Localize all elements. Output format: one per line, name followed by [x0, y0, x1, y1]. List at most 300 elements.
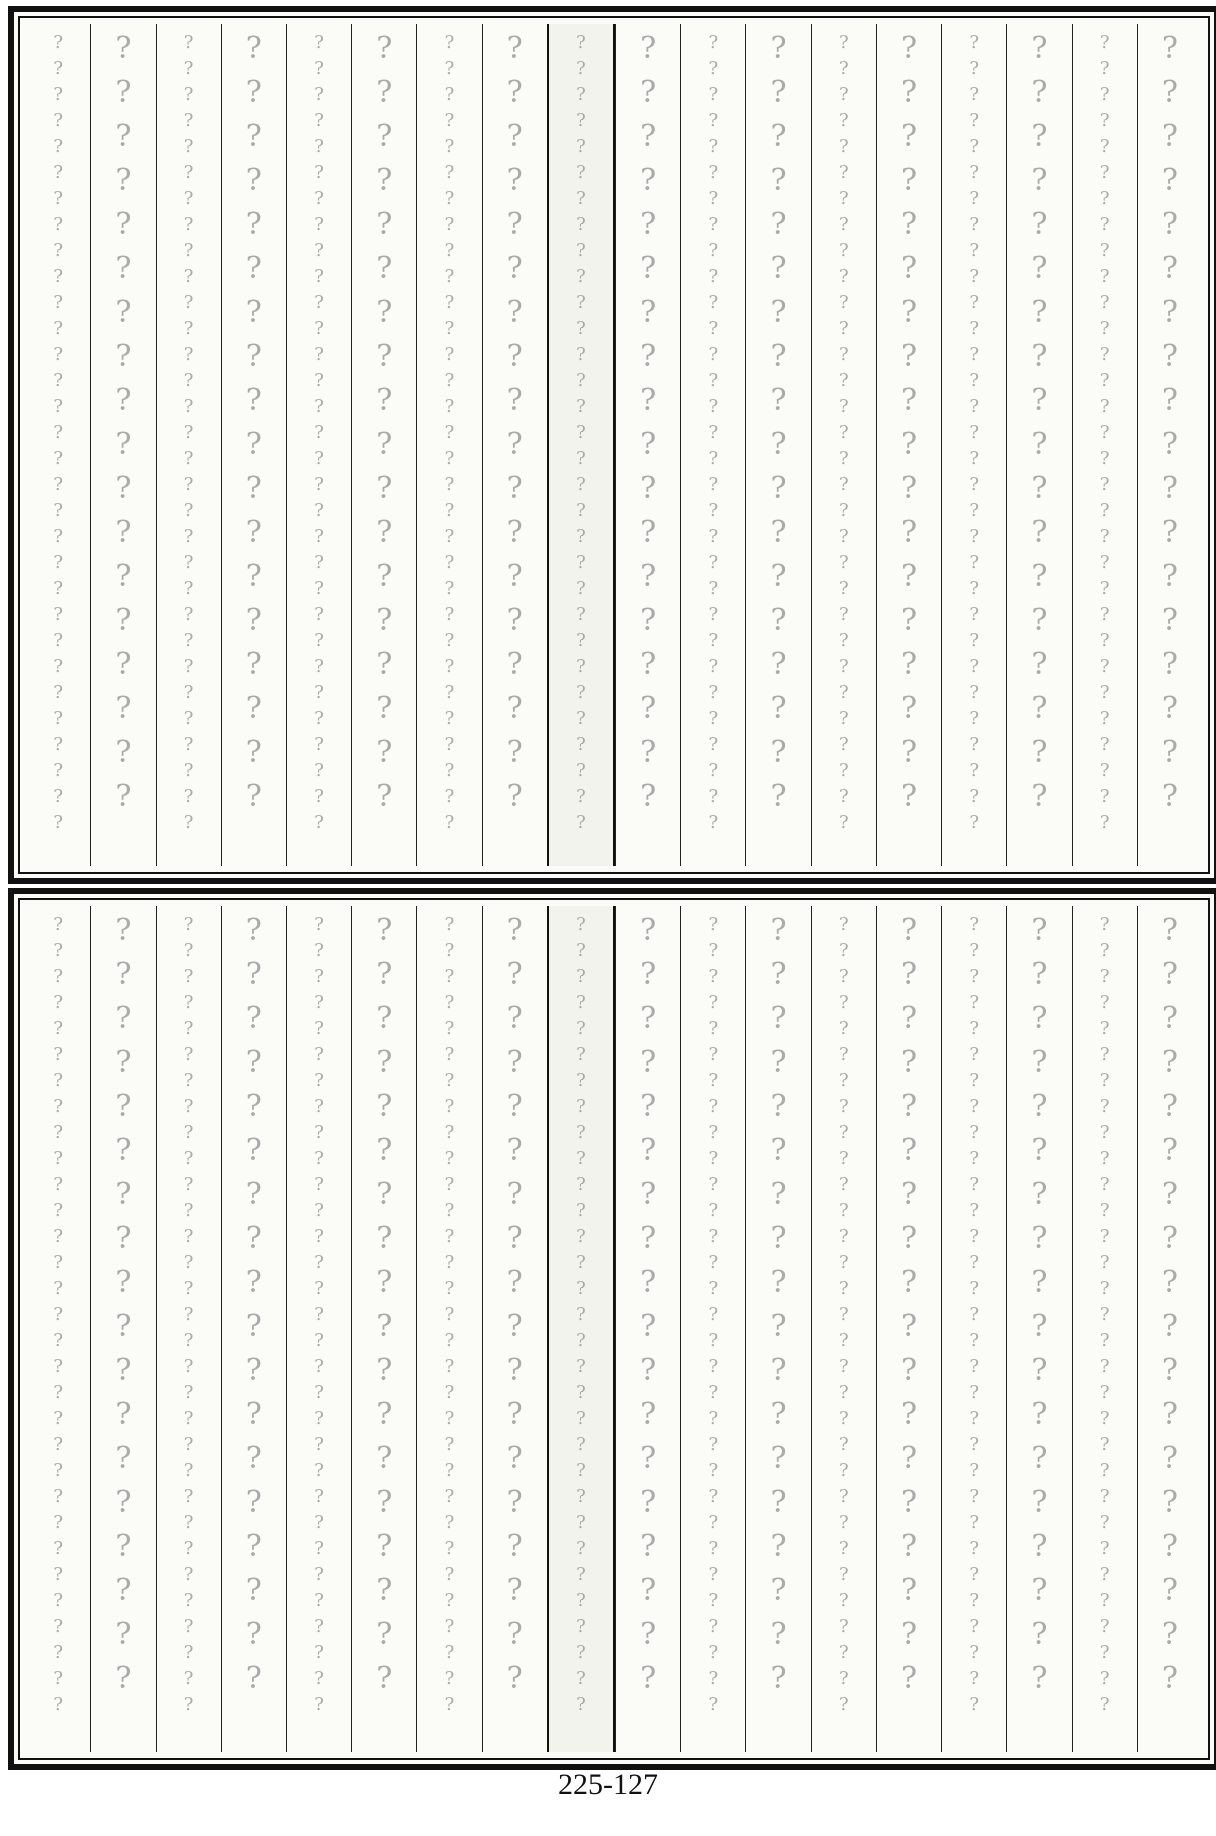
glyph-placeholder: ?: [314, 1200, 324, 1221]
glyph-placeholder: ?: [969, 292, 980, 313]
glyph-placeholder: ?: [506, 603, 523, 638]
glyph-placeholder: ?: [770, 251, 787, 286]
glyph-placeholder: ?: [444, 266, 455, 287]
glyph-placeholder: ?: [838, 292, 849, 313]
glyph-placeholder: ?: [969, 214, 980, 235]
glyph-placeholder: ?: [900, 1617, 918, 1652]
glyph-placeholder: ?: [314, 578, 324, 599]
glyph-placeholder: ?: [576, 1486, 586, 1507]
glyph-placeholder: ?: [969, 1174, 980, 1195]
glyph-placeholder: ?: [900, 1661, 918, 1696]
glyph-placeholder: ?: [1099, 396, 1110, 417]
text-column: [351, 24, 416, 866]
glyph-placeholder: ?: [708, 578, 719, 599]
glyph-placeholder: ?: [444, 396, 455, 417]
glyph-placeholder: ?: [53, 474, 63, 495]
glyph-placeholder: ?: [838, 136, 849, 157]
glyph-placeholder: ?: [245, 957, 262, 992]
glyph-placeholder: ?: [115, 339, 132, 374]
glyph-placeholder: ?: [1161, 603, 1178, 638]
glyph-placeholder: ?: [506, 383, 523, 418]
glyph-placeholder: ?: [838, 914, 849, 935]
glyph-placeholder: ?: [576, 1668, 586, 1689]
glyph-placeholder: ?: [314, 1434, 324, 1455]
glyph-placeholder: ?: [314, 1512, 324, 1533]
glyph-placeholder: ?: [576, 1018, 586, 1039]
glyph-placeholder: ?: [576, 1460, 586, 1481]
glyph-placeholder: ?: [444, 422, 455, 443]
glyph-placeholder: ?: [115, 559, 132, 594]
glyph-placeholder: ?: [969, 1486, 980, 1507]
text-column: [221, 24, 286, 866]
glyph-placeholder: ?: [53, 1226, 63, 1247]
glyph-placeholder: ?: [314, 240, 324, 261]
glyph-placeholder: ?: [1099, 32, 1110, 53]
glyph-placeholder: ?: [969, 734, 980, 755]
glyph-placeholder: ?: [444, 1512, 455, 1533]
glyph-placeholder: ?: [506, 1133, 523, 1168]
text-column: [680, 24, 745, 866]
glyph-placeholder: ?: [376, 647, 393, 682]
glyph-placeholder: ?: [314, 760, 324, 781]
glyph-placeholder: ?: [183, 344, 194, 365]
glyph-placeholder: ?: [708, 344, 719, 365]
glyph-placeholder: ?: [53, 1330, 63, 1351]
glyph-placeholder: ?: [115, 427, 132, 462]
glyph-placeholder: ?: [969, 1122, 980, 1143]
glyph-placeholder: ?: [53, 1044, 63, 1065]
glyph-placeholder: ?: [506, 559, 523, 594]
text-column: [745, 24, 810, 866]
glyph-placeholder: ?: [183, 1304, 194, 1325]
glyph-placeholder: ?: [1161, 251, 1178, 286]
glyph-placeholder: ?: [900, 1529, 918, 1564]
glyph-placeholder: ?: [838, 1408, 849, 1429]
glyph-placeholder: ?: [1161, 559, 1178, 594]
glyph-placeholder: ?: [708, 500, 719, 521]
glyph-placeholder: ?: [900, 1397, 918, 1432]
glyph-placeholder: ?: [183, 422, 194, 443]
glyph-placeholder: ?: [376, 1265, 393, 1300]
glyph-placeholder: ?: [1099, 1122, 1110, 1143]
glyph-placeholder: ?: [53, 734, 63, 755]
glyph-placeholder: ?: [640, 1133, 657, 1168]
glyph-placeholder: ?: [506, 1089, 523, 1124]
text-column: [90, 906, 155, 1752]
glyph-placeholder: ?: [53, 1538, 63, 1559]
glyph-placeholder: ?: [376, 295, 393, 330]
glyph-placeholder: ?: [444, 1408, 455, 1429]
glyph-placeholder: ?: [314, 708, 324, 729]
glyph-placeholder: ?: [444, 1590, 455, 1611]
glyph-placeholder: ?: [1161, 339, 1178, 374]
glyph-placeholder: ?: [376, 559, 393, 594]
glyph-placeholder: ?: [969, 500, 980, 521]
glyph-placeholder: ?: [969, 992, 980, 1013]
glyph-placeholder: ?: [708, 1070, 719, 1091]
glyph-placeholder: ?: [576, 552, 586, 573]
text-column: [416, 24, 481, 866]
glyph-placeholder: ?: [838, 110, 849, 131]
glyph-placeholder: ?: [506, 163, 523, 198]
glyph-placeholder: ?: [1099, 344, 1110, 365]
glyph-placeholder: ?: [1031, 119, 1048, 154]
glyph-placeholder: ?: [1031, 735, 1048, 770]
glyph-placeholder: ?: [376, 913, 393, 948]
glyph-placeholder: ?: [708, 1148, 719, 1169]
glyph-placeholder: ?: [708, 422, 719, 443]
glyph-placeholder: ?: [183, 1226, 194, 1247]
glyph-placeholder: ?: [115, 1221, 132, 1256]
glyph-placeholder: ?: [1031, 1265, 1048, 1300]
glyph-placeholder: ?: [969, 266, 980, 287]
glyph-placeholder: ?: [314, 1694, 324, 1715]
glyph-placeholder: ?: [969, 656, 980, 677]
glyph-placeholder: ?: [838, 992, 849, 1013]
glyph-placeholder: ?: [900, 1573, 918, 1608]
glyph-placeholder: ?: [900, 1133, 918, 1168]
glyph-placeholder: ?: [53, 604, 63, 625]
glyph-placeholder: ?: [1031, 1309, 1048, 1344]
glyph-placeholder: ?: [576, 812, 586, 833]
glyph-placeholder: ?: [708, 1460, 719, 1481]
glyph-placeholder: ?: [444, 1538, 455, 1559]
glyph-placeholder: ?: [53, 266, 63, 287]
glyph-placeholder: ?: [900, 119, 918, 154]
glyph-placeholder: ?: [53, 162, 63, 183]
glyph-placeholder: ?: [444, 1200, 455, 1221]
glyph-placeholder: ?: [314, 1278, 324, 1299]
glyph-placeholder: ?: [1099, 1538, 1110, 1559]
glyph-placeholder: ?: [1099, 1512, 1110, 1533]
glyph-placeholder: ?: [1099, 1148, 1110, 1169]
text-column: [26, 24, 90, 866]
glyph-placeholder: ?: [183, 1356, 194, 1377]
glyph-placeholder: ?: [506, 1309, 523, 1344]
glyph-placeholder: ?: [708, 1200, 719, 1221]
glyph-placeholder: ?: [1099, 552, 1110, 573]
glyph-placeholder: ?: [376, 427, 393, 462]
glyph-placeholder: ?: [115, 647, 132, 682]
glyph-placeholder: ?: [444, 1018, 455, 1039]
glyph-placeholder: ?: [576, 58, 586, 79]
glyph-placeholder: ?: [1099, 58, 1110, 79]
glyph-placeholder: ?: [314, 396, 324, 417]
glyph-placeholder: ?: [183, 1486, 194, 1507]
text-column: [811, 906, 876, 1752]
glyph-placeholder: ?: [838, 500, 849, 521]
glyph-placeholder: ?: [708, 1668, 719, 1689]
glyph-placeholder: ?: [838, 1616, 849, 1637]
glyph-placeholder: ?: [576, 1278, 586, 1299]
glyph-placeholder: ?: [314, 58, 324, 79]
glyph-placeholder: ?: [506, 735, 523, 770]
glyph-placeholder: ?: [53, 370, 63, 391]
glyph-placeholder: ?: [245, 1045, 262, 1080]
glyph-placeholder: ?: [576, 1538, 586, 1559]
glyph-placeholder: ?: [838, 1460, 849, 1481]
glyph-placeholder: ?: [183, 1642, 194, 1663]
glyph-placeholder: ?: [838, 1512, 849, 1533]
glyph-placeholder: ?: [969, 786, 980, 807]
glyph-placeholder: ?: [1161, 913, 1178, 948]
glyph-placeholder: ?: [838, 630, 849, 651]
glyph-placeholder: ?: [506, 471, 523, 506]
glyph-placeholder: ?: [115, 913, 132, 948]
glyph-placeholder: ?: [1031, 207, 1048, 242]
glyph-placeholder: ?: [444, 292, 455, 313]
glyph-placeholder: ?: [376, 1573, 393, 1608]
glyph-placeholder: ?: [576, 422, 586, 443]
glyph-placeholder: ?: [770, 163, 787, 198]
glyph-placeholder: ?: [1099, 1304, 1110, 1325]
glyph-placeholder: ?: [53, 1122, 63, 1143]
glyph-placeholder: ?: [770, 1485, 787, 1520]
glyph-placeholder: ?: [969, 1382, 980, 1403]
glyph-placeholder: ?: [314, 1590, 324, 1611]
glyph-placeholder: ?: [576, 992, 586, 1013]
glyph-placeholder: ?: [770, 603, 787, 638]
glyph-placeholder: ?: [245, 163, 262, 198]
glyph-placeholder: ?: [576, 1252, 586, 1273]
glyph-placeholder: ?: [1099, 1226, 1110, 1247]
glyph-placeholder: ?: [183, 630, 194, 651]
glyph-placeholder: ?: [1099, 1460, 1110, 1481]
glyph-placeholder: ?: [969, 162, 980, 183]
glyph-placeholder: ?: [444, 474, 455, 495]
glyph-placeholder: ?: [444, 1070, 455, 1091]
glyph-placeholder: ?: [506, 691, 523, 726]
text-column: [286, 24, 351, 866]
glyph-placeholder: ?: [969, 1252, 980, 1273]
glyph-placeholder: ?: [838, 1356, 849, 1377]
glyph-placeholder: ?: [838, 1278, 849, 1299]
glyph-placeholder: ?: [183, 58, 194, 79]
glyph-placeholder: ?: [53, 966, 63, 987]
glyph-placeholder: ?: [770, 735, 787, 770]
glyph-placeholder: ?: [838, 734, 849, 755]
glyph-placeholder: ?: [444, 1278, 455, 1299]
text-column: [941, 24, 1006, 866]
glyph-placeholder: ?: [708, 604, 719, 625]
glyph-placeholder: ?: [838, 344, 849, 365]
glyph-placeholder: ?: [506, 251, 523, 286]
glyph-placeholder: ?: [183, 1460, 194, 1481]
glyph-placeholder: ?: [115, 957, 132, 992]
glyph-placeholder: ?: [838, 1096, 849, 1117]
glyph-placeholder: ?: [1031, 691, 1048, 726]
glyph-placeholder: ?: [1031, 427, 1048, 462]
glyph-placeholder: ?: [838, 966, 849, 987]
glyph-placeholder: ?: [838, 1304, 849, 1325]
glyph-placeholder: ?: [838, 1252, 849, 1273]
glyph-placeholder: ?: [183, 110, 194, 131]
glyph-placeholder: ?: [1031, 1001, 1048, 1036]
glyph-placeholder: ?: [183, 940, 194, 961]
glyph-placeholder: ?: [838, 708, 849, 729]
glyph-placeholder: ?: [444, 914, 455, 935]
glyph-placeholder: ?: [770, 1133, 787, 1168]
glyph-placeholder: ?: [900, 207, 918, 242]
text-column: [286, 906, 351, 1752]
glyph-placeholder: ?: [640, 603, 657, 638]
glyph-placeholder: ?: [1099, 682, 1110, 703]
glyph-placeholder: ?: [1031, 251, 1048, 286]
glyph-placeholder: ?: [314, 214, 324, 235]
glyph-placeholder: ?: [444, 966, 455, 987]
glyph-placeholder: ?: [314, 1460, 324, 1481]
glyph-placeholder: ?: [900, 1221, 918, 1256]
glyph-placeholder: ?: [506, 1001, 523, 1036]
glyph-placeholder: ?: [1161, 207, 1178, 242]
glyph-placeholder: ?: [576, 448, 586, 469]
glyph-placeholder: ?: [115, 207, 132, 242]
glyph-placeholder: ?: [444, 370, 455, 391]
glyph-placeholder: ?: [770, 383, 787, 418]
glyph-placeholder: ?: [183, 500, 194, 521]
glyph-placeholder: ?: [376, 119, 393, 154]
glyph-placeholder: ?: [183, 1122, 194, 1143]
glyph-placeholder: ?: [640, 1441, 657, 1476]
text-column: [1137, 906, 1202, 1752]
glyph-placeholder: ?: [1099, 1590, 1110, 1611]
glyph-placeholder: ?: [444, 1174, 455, 1195]
glyph-placeholder: ?: [1161, 119, 1178, 154]
glyph-placeholder: ?: [444, 1616, 455, 1637]
glyph-placeholder: ?: [115, 735, 132, 770]
glyph-placeholder: ?: [708, 1434, 719, 1455]
glyph-placeholder: ?: [969, 1148, 980, 1169]
glyph-placeholder: ?: [708, 1096, 719, 1117]
glyph-placeholder: ?: [640, 75, 657, 110]
glyph-placeholder: ?: [708, 1278, 719, 1299]
glyph-placeholder: ?: [1099, 786, 1110, 807]
glyph-placeholder: ?: [900, 1485, 918, 1520]
glyph-placeholder: ?: [838, 1590, 849, 1611]
glyph-placeholder: ?: [708, 136, 719, 157]
glyph-placeholder: ?: [770, 1309, 787, 1344]
glyph-placeholder: ?: [969, 1096, 980, 1117]
glyph-placeholder: ?: [115, 471, 132, 506]
glyph-placeholder: ?: [183, 474, 194, 495]
glyph-placeholder: ?: [1031, 1089, 1048, 1124]
glyph-placeholder: ?: [708, 1356, 719, 1377]
glyph-placeholder: ?: [506, 957, 523, 992]
glyph-placeholder: ?: [1031, 339, 1048, 374]
glyph-placeholder: ?: [314, 1486, 324, 1507]
glyph-placeholder: ?: [1161, 427, 1178, 462]
glyph-placeholder: ?: [314, 630, 324, 651]
glyph-placeholder: ?: [53, 1616, 63, 1637]
glyph-placeholder: ?: [1161, 515, 1178, 550]
glyph-placeholder: ?: [1031, 957, 1048, 992]
glyph-placeholder: ?: [576, 914, 586, 935]
glyph-placeholder: ?: [770, 471, 787, 506]
glyph-placeholder: ?: [444, 708, 455, 729]
glyph-placeholder: ?: [245, 603, 262, 638]
glyph-placeholder: ?: [53, 1252, 63, 1273]
glyph-placeholder: ?: [1099, 422, 1110, 443]
glyph-placeholder: ?: [708, 110, 719, 131]
glyph-placeholder: ?: [576, 370, 586, 391]
glyph-placeholder: ?: [376, 251, 393, 286]
glyph-placeholder: ?: [576, 578, 586, 599]
glyph-placeholder: ?: [576, 526, 586, 547]
glyph-placeholder: ?: [640, 251, 657, 286]
glyph-placeholder: ?: [1099, 84, 1110, 105]
glyph-placeholder: ?: [1161, 957, 1178, 992]
glyph-placeholder: ?: [314, 1330, 324, 1351]
glyph-placeholder: ?: [376, 957, 393, 992]
glyph-placeholder: ?: [969, 630, 980, 651]
glyph-placeholder: ?: [576, 1200, 586, 1221]
glyph-placeholder: ?: [444, 604, 455, 625]
glyph-placeholder: ?: [314, 188, 324, 209]
glyph-placeholder: ?: [444, 136, 455, 157]
glyph-placeholder: ?: [183, 578, 194, 599]
glyph-placeholder: ?: [314, 474, 324, 495]
glyph-placeholder: ?: [969, 1694, 980, 1715]
glyph-placeholder: ?: [770, 1221, 787, 1256]
glyph-placeholder: ?: [115, 1133, 132, 1168]
glyph-placeholder: ?: [770, 75, 787, 110]
glyph-placeholder: ?: [444, 992, 455, 1013]
glyph-placeholder: ?: [838, 188, 849, 209]
glyph-placeholder: ?: [969, 474, 980, 495]
glyph-placeholder: ?: [1031, 1485, 1048, 1520]
glyph-placeholder: ?: [183, 1252, 194, 1273]
glyph-placeholder: ?: [314, 1252, 324, 1273]
glyph-placeholder: ?: [708, 1694, 719, 1715]
text-column: [615, 906, 680, 1752]
glyph-placeholder: ?: [1161, 163, 1178, 198]
glyph-placeholder: ?: [640, 1353, 657, 1388]
glyph-placeholder: ?: [969, 1070, 980, 1091]
glyph-placeholder: ?: [314, 1174, 324, 1195]
glyph-placeholder: ?: [53, 1434, 63, 1455]
glyph-placeholder: ?: [576, 318, 586, 339]
glyph-placeholder: ?: [1161, 1353, 1178, 1388]
glyph-placeholder: ?: [53, 940, 63, 961]
glyph-placeholder: ?: [1099, 318, 1110, 339]
glyph-placeholder: ?: [245, 1177, 262, 1212]
glyph-placeholder: ?: [183, 266, 194, 287]
glyph-placeholder: ?: [900, 647, 918, 682]
glyph-placeholder: ?: [969, 682, 980, 703]
glyph-placeholder: ?: [314, 1018, 324, 1039]
glyph-placeholder: ?: [1031, 295, 1048, 330]
glyph-placeholder: ?: [115, 1265, 132, 1300]
glyph-placeholder: ?: [969, 1304, 980, 1325]
glyph-placeholder: ?: [245, 1529, 262, 1564]
glyph-placeholder: ?: [506, 1045, 523, 1080]
glyph-placeholder: ?: [969, 1564, 980, 1585]
glyph-placeholder: ?: [183, 1512, 194, 1533]
glyph-placeholder: ?: [53, 422, 63, 443]
glyph-placeholder: ?: [314, 162, 324, 183]
glyph-placeholder: ?: [969, 370, 980, 391]
glyph-placeholder: ?: [576, 1694, 586, 1715]
glyph-placeholder: ?: [1031, 163, 1048, 198]
glyph-placeholder: ?: [444, 32, 455, 53]
upper-page-panel: [8, 6, 1216, 884]
glyph-placeholder: ?: [1099, 1044, 1110, 1065]
text-column: [876, 906, 941, 1752]
glyph-placeholder: ?: [53, 396, 63, 417]
glyph-placeholder: ?: [838, 422, 849, 443]
glyph-placeholder: ?: [444, 1564, 455, 1585]
glyph-placeholder: ?: [576, 1226, 586, 1247]
